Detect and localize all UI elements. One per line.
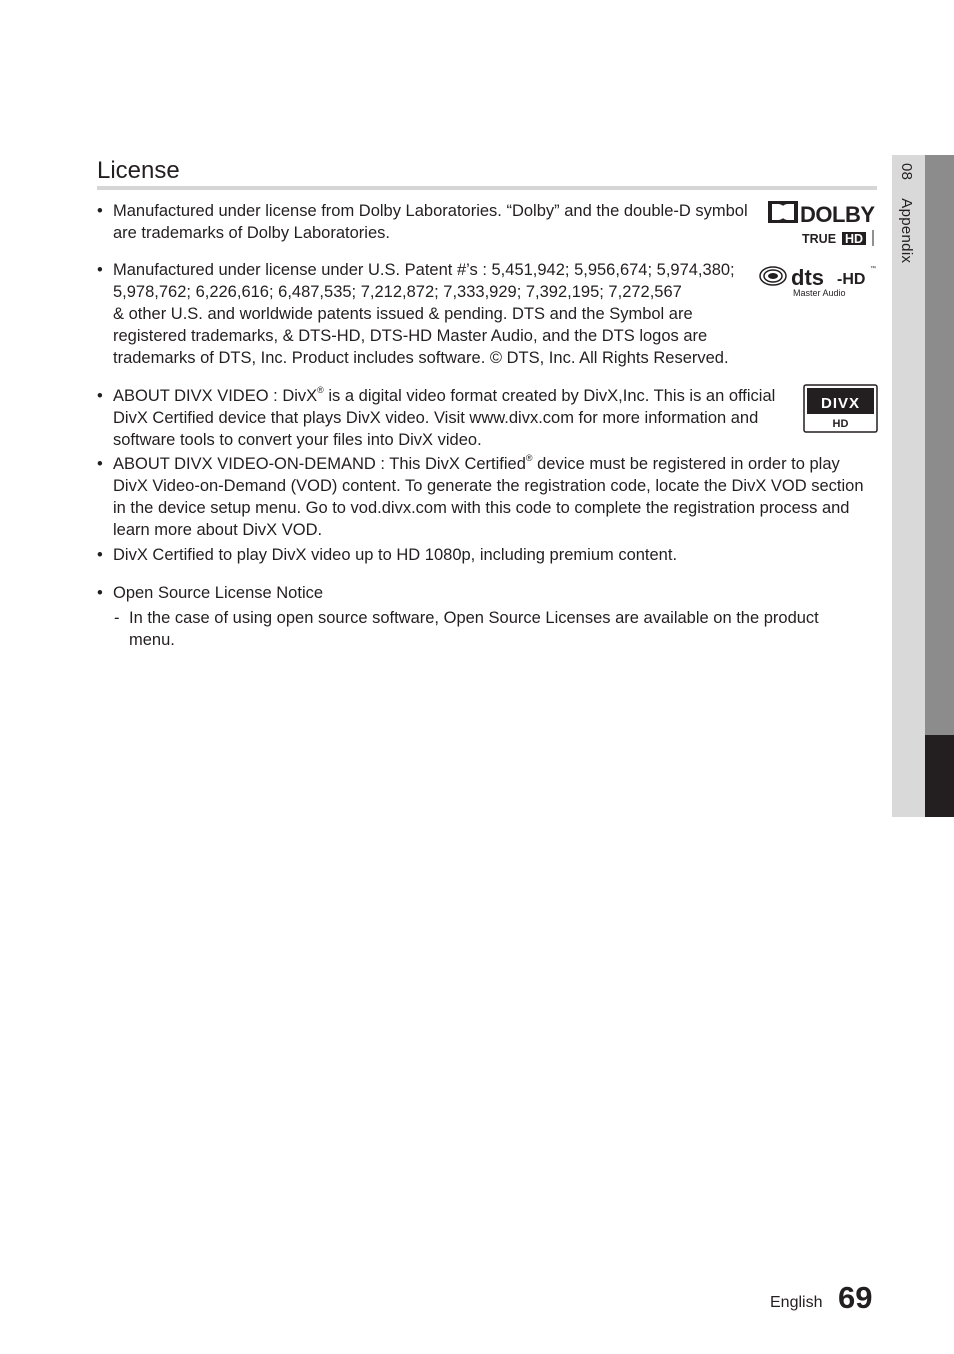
dts-line-1: Manufactured under license under U.S. Patent #’s : 5,451,942; 5,956,674; 5,974,380;	[113, 261, 735, 279]
page-title: License	[97, 157, 180, 184]
bullet-open-source: •	[97, 584, 103, 602]
open-source-sub-line-1: In the case of using open source software, Open Source Licenses are available on the product	[129, 609, 819, 627]
open-source-line-1: Open Source License Notice	[113, 584, 324, 602]
bullet-divx-hd: •	[97, 546, 103, 564]
dts-tm: ™	[870, 266, 876, 272]
dolby-wordmark: DOLBY	[800, 202, 875, 227]
title-underline	[97, 186, 877, 190]
dolby-line-1: Manufactured under license from Dolby Laboratories. “Dolby” and the double-D symbol	[113, 202, 748, 220]
footer-language: English	[770, 1294, 823, 1311]
bullet-dolby: •	[97, 202, 103, 220]
chapter-label	[898, 163, 915, 263]
divx-vod-line-4: learn more about DivX VOD.	[113, 521, 323, 539]
dts-suffix: -HD	[837, 271, 866, 288]
dts-hd-master-audio-logo	[758, 262, 878, 302]
dts-line-5: trademarks of DTS, Inc. Product includes software. © DTS, Inc. All Rights Reserved.	[113, 349, 729, 367]
dts-line-3: & other U.S. and worldwide patents issued & pending. DTS and the Symbol are	[113, 305, 693, 323]
bullet-dts: •	[97, 261, 103, 279]
bullet-divx-vod: •	[97, 455, 103, 473]
divx-wordmark: DIVX	[820, 395, 861, 412]
divx-vod-line-3: in the device setup menu. Go to vod.divx.com with this code to complete the registration process and	[113, 499, 850, 517]
divx-vod-line-2: DivX Video-on-Demand (VOD) content. To generate the registration code, locate the DivX VOD section	[113, 477, 864, 495]
divx-hd-logo	[803, 384, 878, 433]
divx-hd-line-1: DivX Certified to play DivX video up to HD 1080p, including premium content.	[113, 546, 678, 564]
dts-line-2: 5,978,762; 6,226,616; 6,487,535; 7,212,872; 7,333,929; 7,392,195; 7,272,567	[113, 283, 682, 301]
dts-caption: Master Audio	[793, 288, 846, 298]
dolby-truehd-logo	[766, 198, 878, 248]
divx-video-line-2: DivX Certified device that plays DivX video. Visit www.divx.com for more information and	[113, 409, 759, 427]
chapter-tab-strip	[925, 155, 954, 735]
chapter-title: Appendix	[898, 198, 915, 264]
page-number: 69	[838, 1280, 873, 1315]
dolby-line-2: are trademarks of Dolby Laboratories.	[113, 224, 390, 242]
divx-video-line-3: software tools to convert your files into DivX video.	[113, 431, 482, 449]
divx-vod-line-1: ABOUT DIVX VIDEO-ON-DEMAND : This DivX Certified® device must be registered in order to play	[113, 452, 840, 473]
dolby-sub-true: TRUE	[802, 232, 837, 246]
divx-video-line-1: ABOUT DIVX VIDEO : DivX® is a digital video format created by DivX,Inc. This is an official	[113, 384, 776, 405]
dts-wordmark: dts	[791, 265, 824, 290]
bullet-divx-video: •	[97, 387, 103, 405]
chapter-tab-marker	[925, 735, 954, 817]
open-source-sub-line-2: menu.	[129, 631, 175, 649]
open-source-dash: -	[114, 609, 120, 627]
chapter-number: 08	[898, 163, 915, 181]
dts-line-4: registered trademarks, & DTS-HD, DTS-HD Master Audio, and the DTS logos are	[113, 327, 708, 345]
dolby-sub-hd: HD	[845, 232, 864, 246]
divx-sub-hd: HD	[832, 418, 849, 430]
